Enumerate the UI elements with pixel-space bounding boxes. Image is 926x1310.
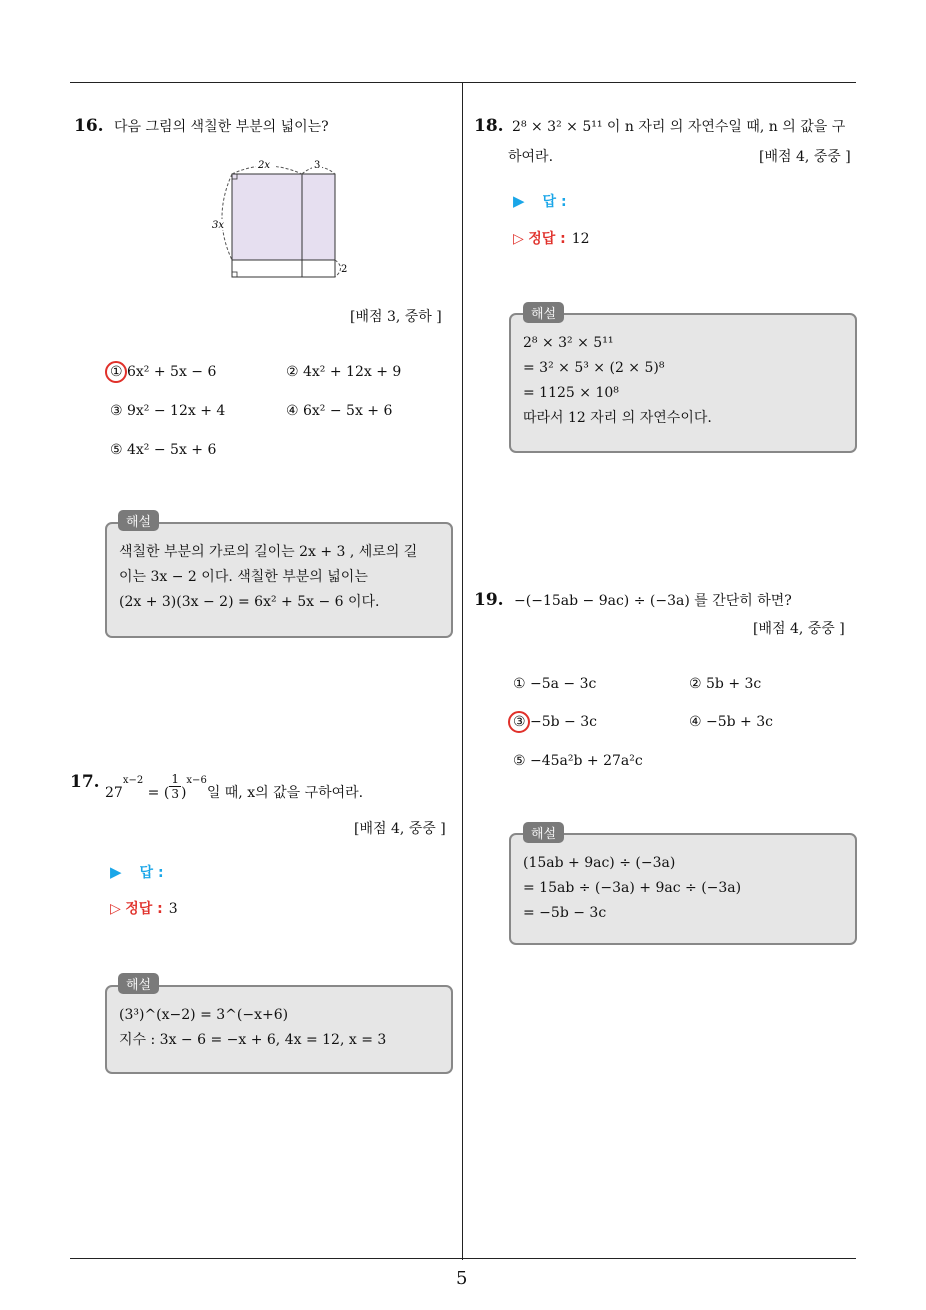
fraction-numerator: 1: [171, 772, 179, 786]
solution-line: = 15ab ÷ (−3a) + 9ac ÷ (−3a): [523, 880, 742, 896]
answer-triangle-icon: ▶: [110, 863, 122, 881]
solution-line: = −5b − 3c: [523, 905, 607, 921]
question-17: [70, 772, 100, 792]
option-5[interactable]: ⑤ −45a²b + 27a²c: [513, 753, 643, 769]
expr-exponent: x−6: [186, 775, 207, 787]
question-number: 19.: [474, 590, 504, 610]
question-18: [474, 116, 845, 136]
question-19: [474, 590, 792, 610]
option-3[interactable]: ③ −5b − 3c: [513, 714, 597, 730]
option-3[interactable]: ③ 9x² − 12x + 4: [110, 403, 226, 419]
solution-line: (15ab + 9ac) ÷ (−3a): [523, 855, 676, 871]
answer-row: [110, 862, 164, 882]
page-number: 5: [456, 1268, 468, 1289]
answer-row: [513, 191, 567, 211]
expr-tail: 일 때, x의 값을 구하여라.: [206, 785, 364, 801]
question-number: 16.: [74, 116, 104, 136]
question-number: 18.: [474, 116, 504, 136]
footer-rule: [70, 1258, 856, 1259]
question-number: 17.: [70, 772, 100, 792]
question-text-line-2: 하여라.: [508, 149, 554, 165]
solution-tag: 해설: [523, 822, 564, 843]
solution-box: [509, 313, 857, 453]
correct-answer-row: [513, 228, 590, 248]
answer-label: 답 :: [139, 865, 164, 881]
question-text: 다음 그림의 색칠한 부분의 넓이는?: [114, 119, 329, 135]
header-rule: [70, 82, 856, 83]
option-1[interactable]: ① 6x² + 5x − 6: [110, 364, 217, 380]
correct-answer-label: 정답 :: [125, 901, 163, 917]
solution-line: 따라서 12 자리 의 자연수이다.: [523, 410, 712, 426]
figure-label-top-left: 2x: [258, 160, 271, 171]
option-1[interactable]: ① −5a − 3c: [513, 676, 597, 692]
solution-line: 지수 : 3x − 6 = −x + 6, 4x = 12, x = 3: [119, 1032, 387, 1048]
solution-box: [105, 985, 453, 1074]
solution-line: 색칠한 부분의 가로의 길이는 2x + 3 , 세로의 길: [119, 544, 418, 560]
option-4[interactable]: ④ −5b + 3c: [689, 714, 773, 730]
score-meta: [배점 4, 중중 ]: [753, 621, 845, 637]
correct-answer-label: 정답 :: [528, 231, 566, 247]
figure-label-bottom-right: 2: [341, 264, 348, 275]
score-meta: [배점 4, 중중 ]: [759, 149, 851, 165]
expr-exponent: x−2: [122, 775, 144, 787]
fraction-denominator: 3: [171, 787, 179, 801]
question-text: [105, 772, 363, 801]
column-divider: [462, 82, 463, 1260]
area-figure: [208, 156, 358, 280]
expr-fraction: [169, 772, 181, 801]
correct-triangle-icon: ▷: [513, 231, 524, 247]
expr-close: ): [180, 785, 187, 801]
solution-line: (2x + 3)(3x − 2) = 6x² + 5x − 6 이다.: [119, 594, 380, 610]
solution-box: [509, 833, 857, 945]
solution-tag: 해설: [118, 973, 159, 994]
score-meta: [배점 3, 중하 ]: [350, 309, 442, 325]
option-2[interactable]: ② 5b + 3c: [689, 676, 762, 692]
shaded-region: [232, 174, 335, 260]
solution-line: (3³)^(x−2) = 3^(−x+6): [119, 1007, 289, 1023]
solution-box: [105, 522, 453, 638]
correct-answer-value: 3: [168, 901, 178, 917]
answer-triangle-icon: ▶: [513, 192, 525, 210]
figure-label-left: 3x: [212, 220, 225, 231]
solution-line: 2⁸ × 3² × 5¹¹: [523, 335, 614, 351]
correct-answer-row: [110, 898, 178, 918]
correct-answer-value: 12: [571, 231, 590, 247]
question-text-line-1: 2⁸ × 3² × 5¹¹ 이 n 자리 의 자연수일 때, n 의 값을 구: [512, 119, 846, 135]
option-5[interactable]: ⑤ 4x² − 5x + 6: [110, 442, 217, 458]
question-16: [74, 116, 329, 136]
unshaded-strip: [232, 260, 335, 277]
solution-tag: 해설: [118, 510, 159, 531]
solution-line: 이는 3x − 2 이다. 색칠한 부분의 넓이는: [119, 569, 368, 585]
figure-label-top-right: 3: [314, 160, 321, 171]
expr-equals: = (: [143, 785, 170, 801]
option-4[interactable]: ④ 6x² − 5x + 6: [286, 403, 393, 419]
solution-line: = 1125 × 10⁸: [523, 385, 619, 401]
question-text: −(−15ab − 9ac) ÷ (−3a) 를 간단히 하면?: [514, 593, 792, 609]
expr-base: 27: [105, 785, 123, 801]
solution-tag: 해설: [523, 302, 564, 323]
option-2[interactable]: ② 4x² + 12x + 9: [286, 364, 402, 380]
solution-line: = 3² × 5³ × (2 × 5)⁸: [523, 360, 665, 376]
score-meta: [배점 4, 중중 ]: [354, 821, 446, 837]
answer-label: 답 :: [542, 194, 567, 210]
correct-triangle-icon: ▷: [110, 901, 121, 917]
